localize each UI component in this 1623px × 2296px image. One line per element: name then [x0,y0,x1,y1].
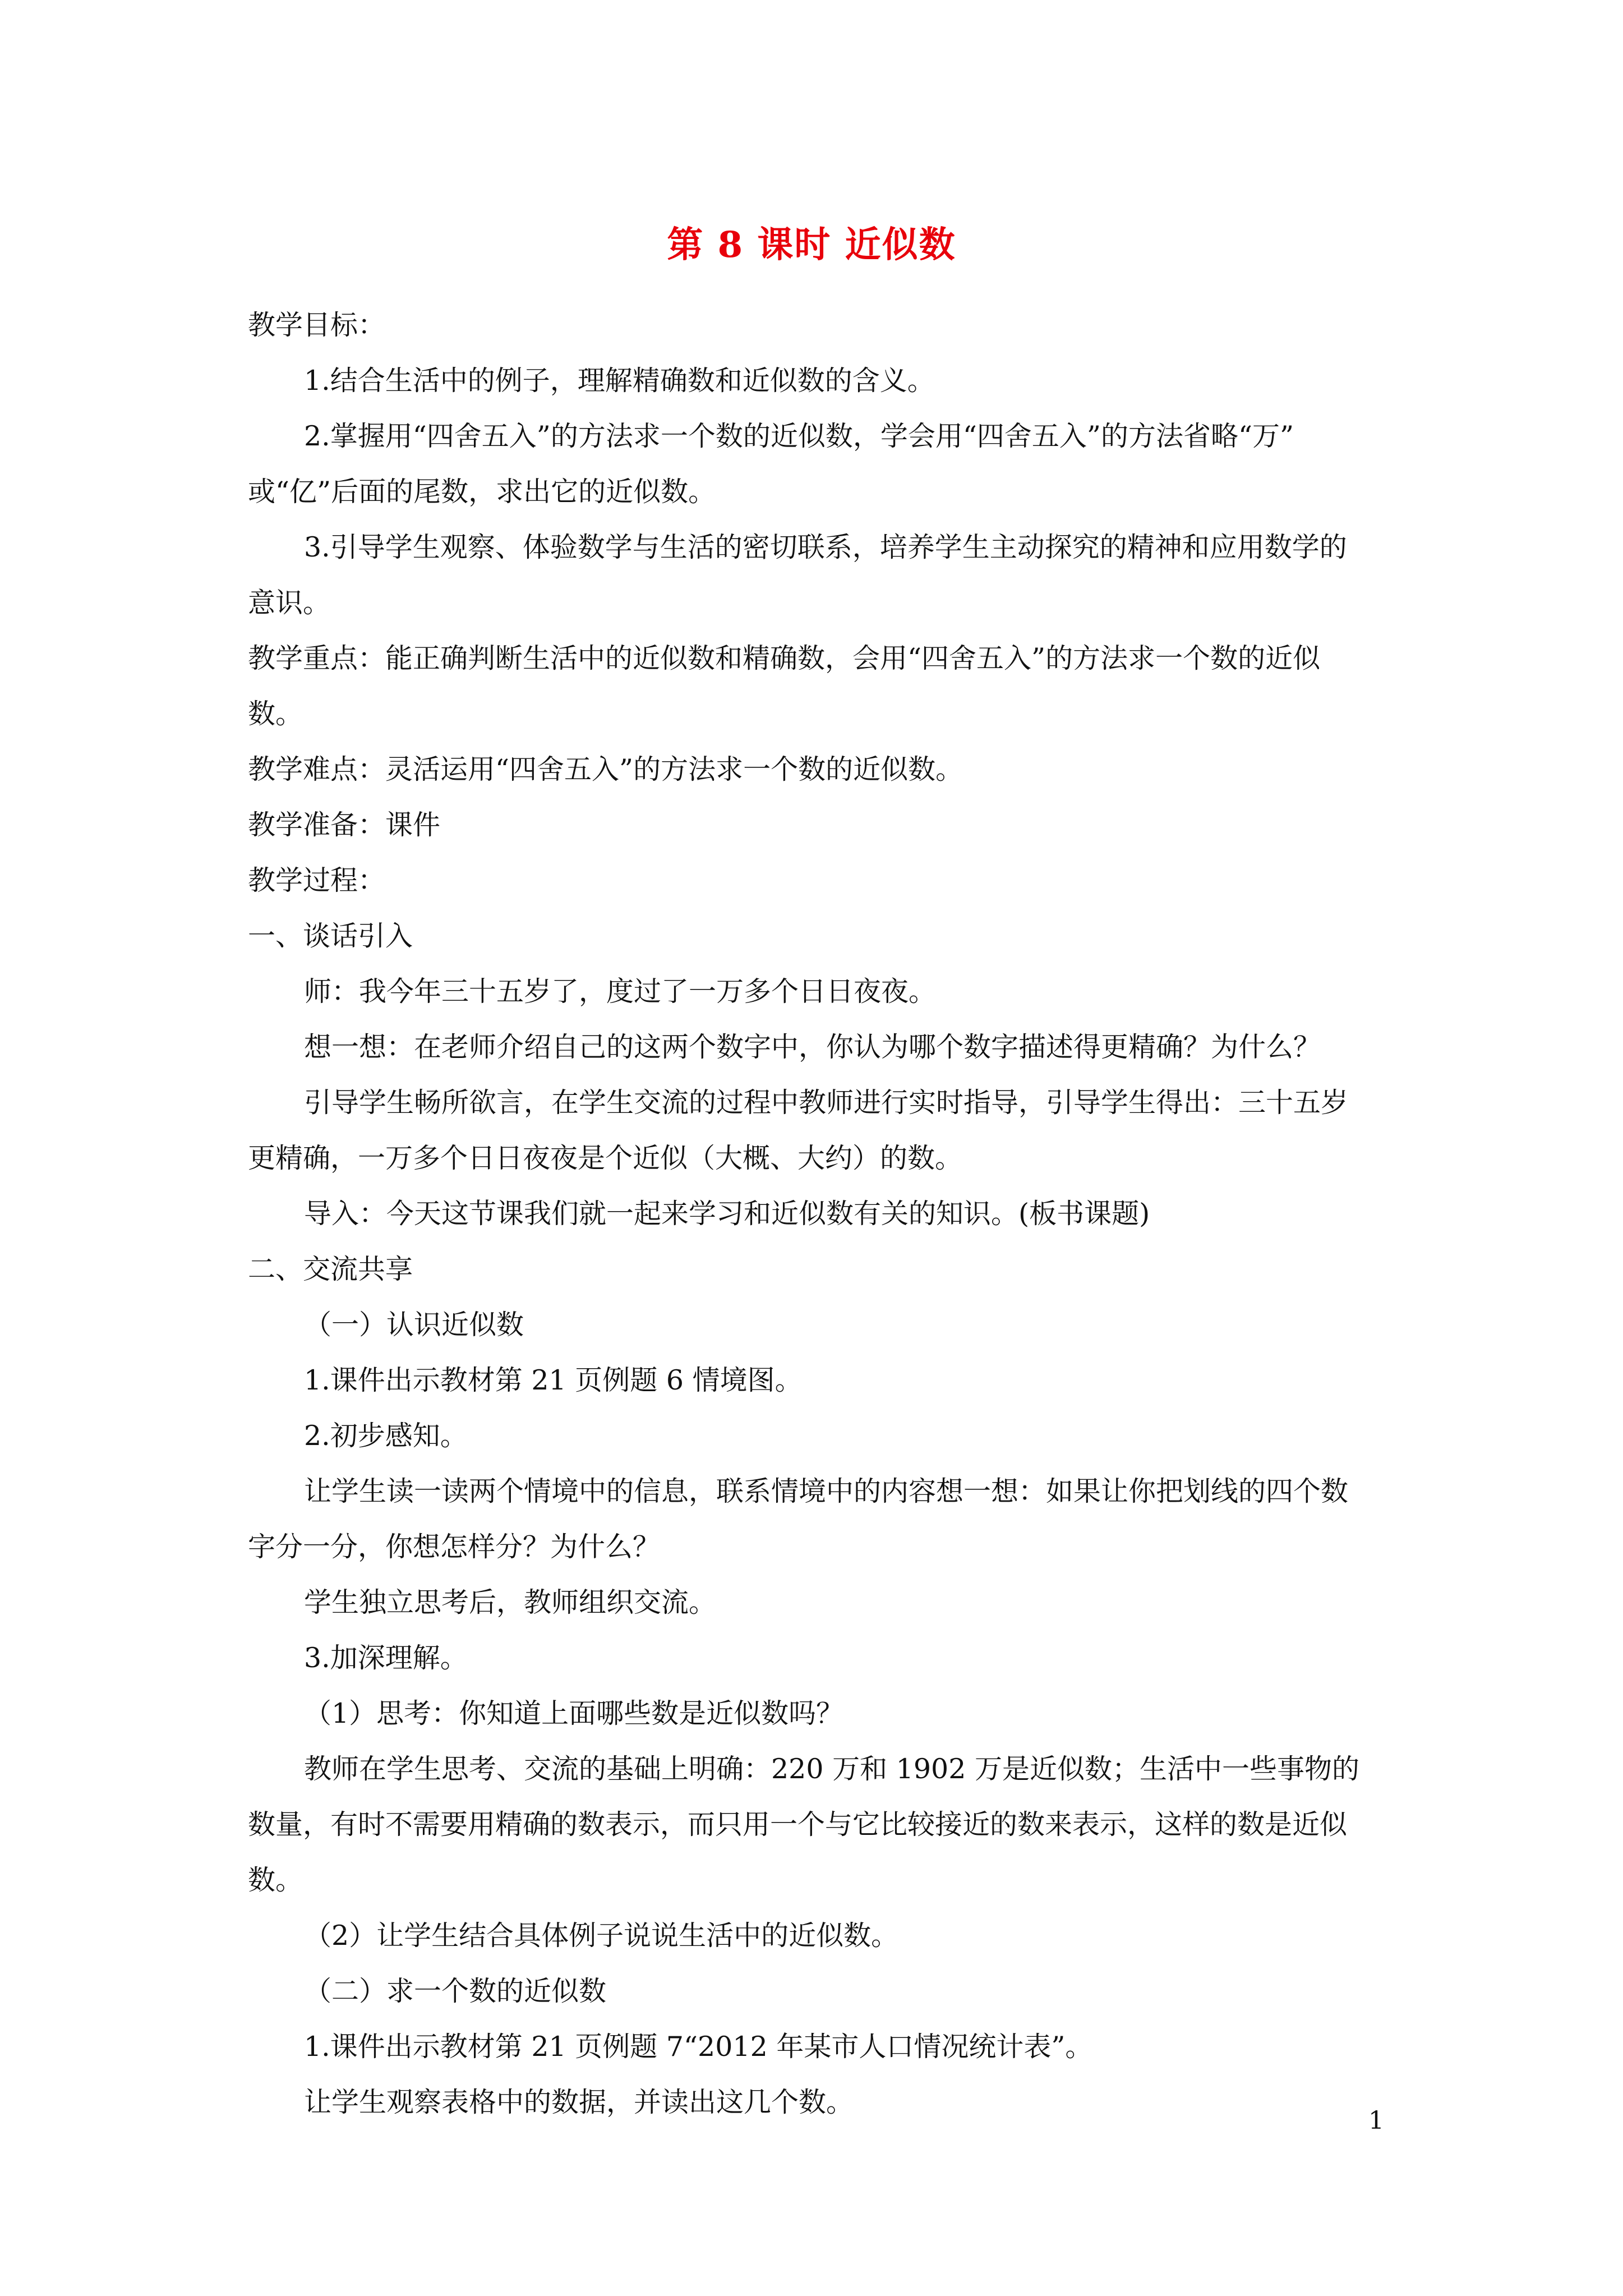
paragraph: 3.加深理解。 [304,1642,468,1674]
subsection-heading: （二）求一个数的近似数 [304,1975,607,2007]
section-heading-objectives: 教学目标： [248,309,386,341]
page-title: 第 8 课时 近似数 [667,224,956,266]
part-1-heading: 一、谈话引入 [248,920,413,952]
paragraph-continued: 字分一分，你想怎样分？为什么？ [248,1531,661,1563]
paragraph: 导入：今天这节课我们就一起来学习和近似数有关的知识。(板书课题) [304,1198,1150,1230]
paragraph: （2）让学生结合具体例子说说生活中的近似数。 [304,1920,899,1952]
paragraph: 1.课件出示教材第 21 页例题 7“2012 年某市人口情况统计表”。 [304,2031,1093,2063]
part-2-heading: 二、交流共享 [248,1253,413,1285]
paragraph: 想一想：在老师介绍自己的这两个数字中，你认为哪个数字描述得更精确？为什么？ [304,1031,1321,1063]
paragraph: 教师在学生思考、交流的基础上明确：220 万和 1902 万是近似数；生活中一些事物的 [304,1753,1359,1785]
paragraph: 让学生读一读两个情境中的信息，联系情境中的内容想一想：如果让你把划线的四个数 [304,1475,1349,1507]
page-number: 1 [1368,2106,1384,2135]
key-points-continued: 数。 [248,698,303,730]
paragraph: 师：我今年三十五岁了，度过了一万多个日日夜夜。 [304,976,937,1007]
paragraph: 2.初步感知。 [304,1420,468,1452]
paragraph-continued: 更精确，一万多个日日夜夜是个近似（大概、大约）的数。 [248,1142,963,1174]
objective-3-continued: 意识。 [248,587,331,619]
objective-1: 1.结合生活中的例子，理解精确数和近似数的含义。 [304,365,935,397]
key-points: 教学重点：能正确判断生活中的近似数和精确数，会用“四舍五入”的方法求一个数的近似 [248,642,1321,674]
paragraph: 让学生观察表格中的数据，并读出这几个数。 [304,2086,854,2118]
paragraph-continued: 数。 [248,1864,303,1896]
paragraph: 引导学生畅所欲言，在学生交流的过程中教师进行实时指导，引导学生得出：三十五岁 [304,1087,1349,1119]
objective-2: 2.掌握用“四舍五入”的方法求一个数的近似数，学会用“四舍五入”的方法省略“万” [304,420,1294,452]
objective-2-continued: 或“亿”后面的尾数，求出它的近似数。 [248,476,716,508]
paragraph: （1）思考：你知道上面哪些数是近似数吗？ [304,1697,844,1729]
difficult-points: 教学难点：灵活运用“四舍五入”的方法求一个数的近似数。 [248,753,963,785]
paragraph: 1.课件出示教材第 21 页例题 6 情境图。 [304,1364,803,1396]
paragraph: 学生独立思考后，教师组织交流。 [304,1586,717,1618]
subsection-heading: （一）认识近似数 [304,1309,524,1341]
document-body [248,297,1386,2130]
preparation: 教学准备：课件 [248,809,441,841]
section-heading-process: 教学过程： [248,864,386,896]
objective-3: 3.引导学生观察、体验数学与生活的密切联系，培养学生主动探究的精神和应用数学的 [304,531,1347,563]
paragraph-continued: 数量，有时不需要用精确的数表示，而只用一个与它比较接近的数来表示，这样的数是近似 [248,1809,1348,1841]
